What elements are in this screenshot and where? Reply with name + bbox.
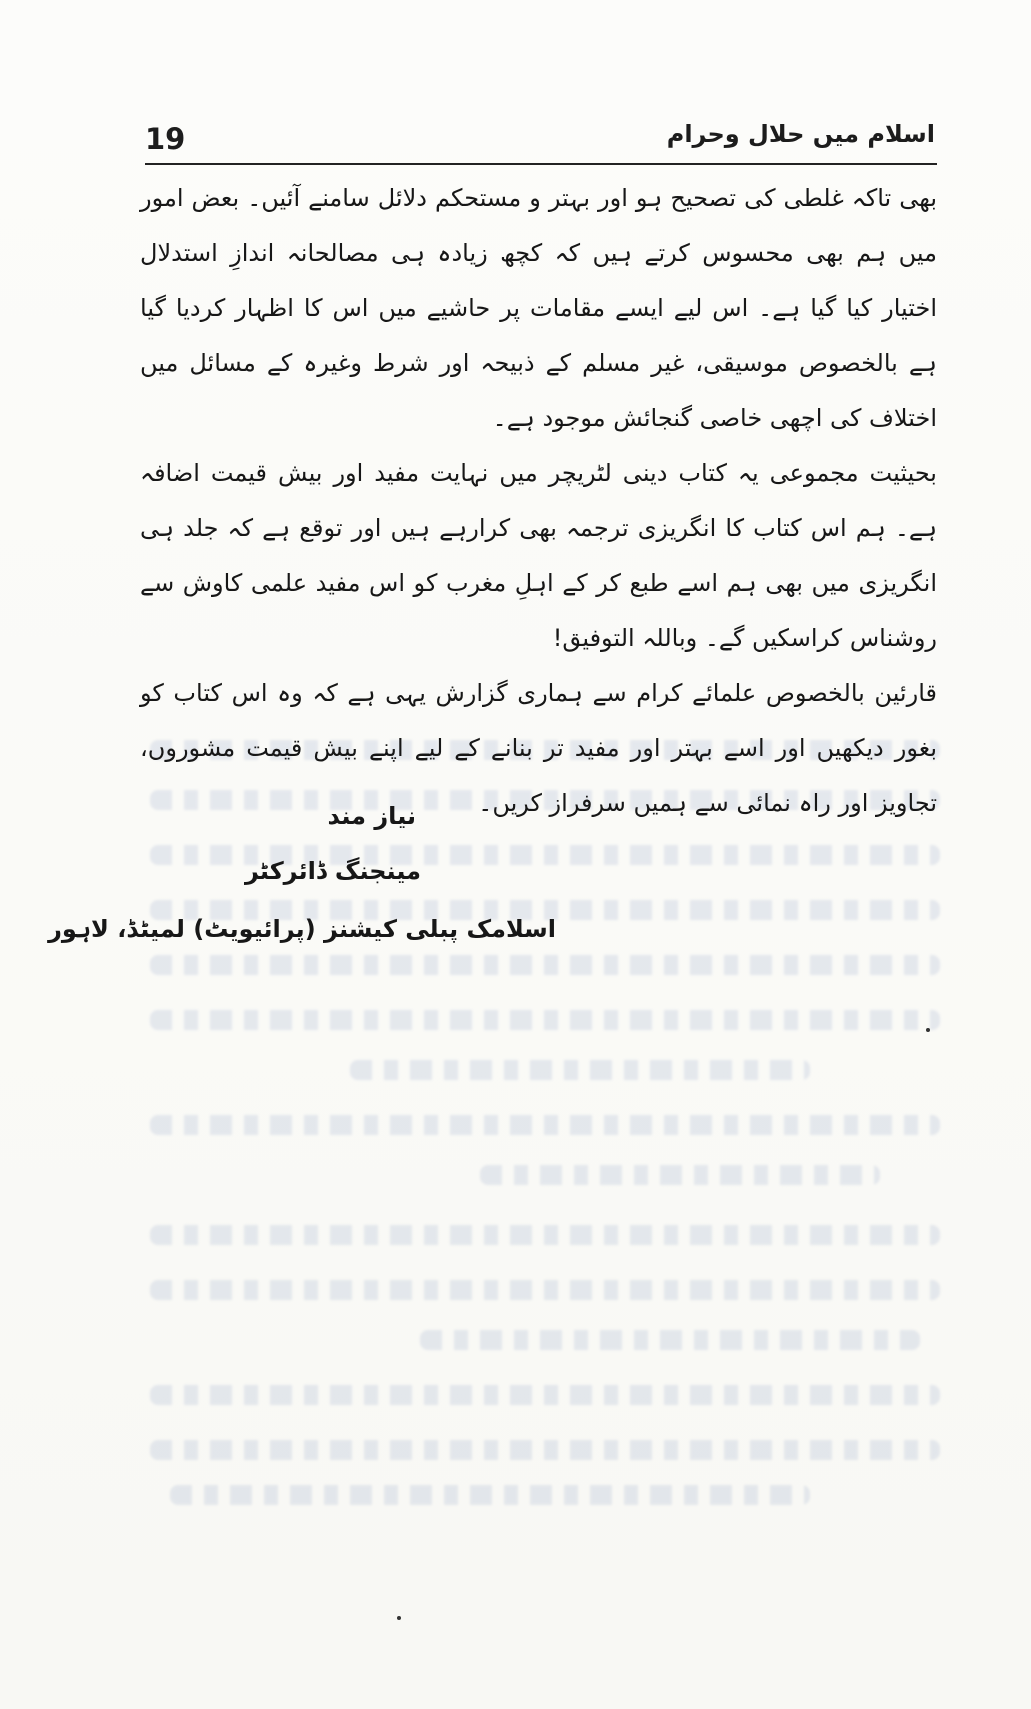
page-number: 19 [145, 122, 186, 156]
paragraph: بھی تاکہ غلطی کی تصحیح ہو اور بہتر و مستحکم دلائل سامنے آئیں۔ بعض امور میں ہم بھی محسوس کرتے ہیں کہ کچھ زیادہ ہی مصالحانہ اندازِ استدلال اختیار کیا گیا ہے۔ اس لیے ایسے مقامات پر حاشیے میں اس کا اظہار کردیا گیا ہے بالخصوص موسیقی، غیر مسلم کے ذبیحہ اور شرط وغیرہ کے مسائل میں اختلاف کی اچھی خاصی گنجائش موجود ہے۔ [140, 184, 938, 432]
show-through [150, 1225, 940, 1245]
print-speck [926, 1028, 930, 1032]
show-through [480, 1165, 880, 1185]
show-through [150, 1280, 940, 1300]
signature-salutation: نیاز مند [327, 802, 416, 830]
paragraph: بحیثیت مجموعی یہ کتاب دینی لٹریچر میں نہایت مفید اور بیش قیمت اضافہ ہے۔ ہم اس کتاب کا انگریزی ترجمہ بھی کرارہے ہیں اور توقع ہے کہ جلد ہی انگریزی میں بھی ہم اسے طبع کر کے اہلِ مغرب کو اس مفید علمی کاوش سے روشناس کراسکیں گے۔ وباللہ التوفیق! [140, 459, 937, 652]
show-through [150, 1115, 940, 1135]
show-through [170, 1485, 810, 1505]
signature-designation: مینجنگ ڈائرکٹر [244, 857, 421, 885]
show-through [150, 955, 940, 975]
print-speck [397, 1616, 401, 1620]
running-title: اسلام میں حلال وحرام [666, 120, 935, 148]
signature-organization: اسلامک پبلی کیشنز (پرائیویٹ) لمیٹڈ، لاہور [48, 915, 556, 943]
show-through [150, 1440, 940, 1460]
body-text [140, 171, 937, 831]
show-through [350, 1060, 810, 1080]
show-through [150, 1010, 940, 1030]
show-through [420, 1330, 920, 1350]
page-header [145, 118, 935, 164]
show-through [150, 1385, 940, 1405]
header-rule [145, 163, 937, 165]
paragraph: قارئین بالخصوص علمائے کرام سے ہماری گزارش یہی ہے کہ وہ اس کتاب کو بغور دیکھیں اور اسے بہتر اور مفید تر بنانے کے لیے اپنے بیش قیمت مشوروں، تجاویز اور راہ نمائی سے ہمیں سرفراز کریں۔ [140, 679, 937, 817]
